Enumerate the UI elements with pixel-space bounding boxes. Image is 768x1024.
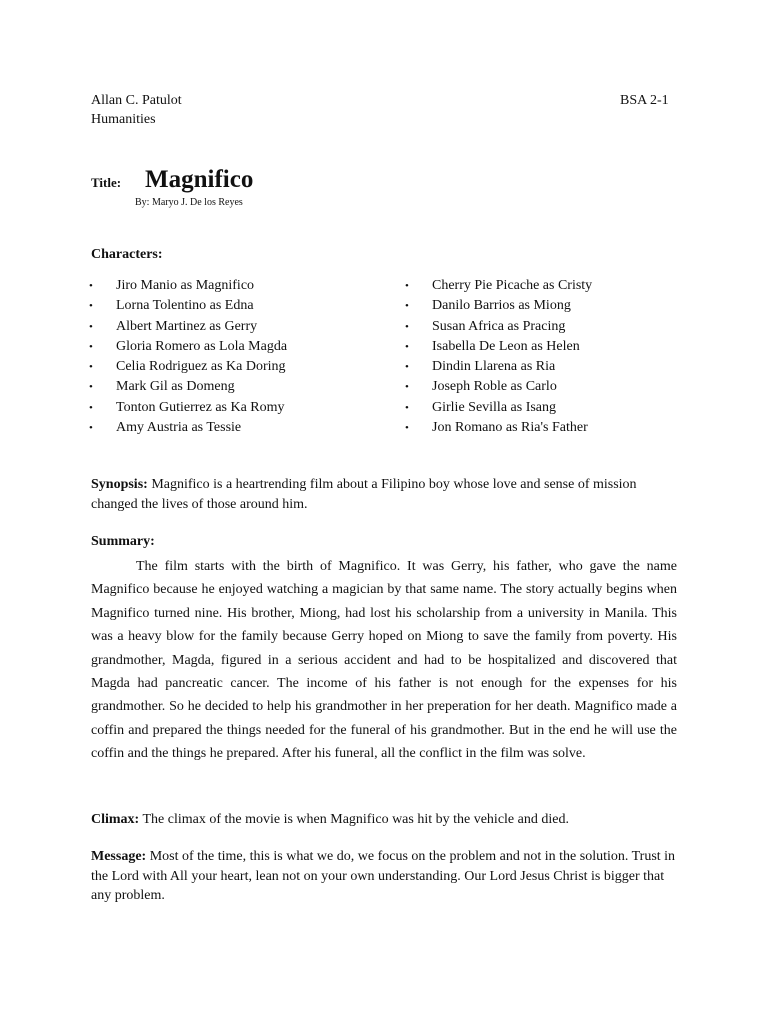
list-item <box>405 337 592 357</box>
summary-heading: Summary: <box>91 534 155 549</box>
climax-paragraph <box>91 810 677 830</box>
message-paragraph <box>91 847 677 906</box>
cast-entry: Joseph Roble as Carlo <box>432 379 557 395</box>
list-item <box>405 276 592 296</box>
course-name: Humanities <box>91 112 156 127</box>
message-label: Message: <box>91 849 147 864</box>
climax-label: Climax: <box>91 812 140 827</box>
characters-heading: Characters: <box>91 247 163 262</box>
bullet-icon: • <box>405 280 409 292</box>
cast-entry: Dindin Llarena as Ria <box>432 359 556 375</box>
director-byline: By: Maryo J. De los Reyes <box>135 197 243 208</box>
section-code: BSA 2-1 <box>620 93 669 108</box>
cast-list-right <box>405 276 592 438</box>
bullet-icon: • <box>89 381 93 394</box>
movie-title: Magnifico <box>145 166 254 193</box>
synopsis-text: Magnifico is a heartrending film about a Filipino boy whose love and sense of mission changed the lives of those around him. <box>91 477 637 512</box>
list-item <box>89 357 287 377</box>
list-item <box>405 418 592 438</box>
list-item <box>405 377 592 397</box>
cast-entry: Jon Romano as Ria's Father <box>432 420 588 436</box>
cast-entry: Mark Gil as Domeng <box>116 379 235 395</box>
list-item <box>89 276 287 296</box>
list-item <box>405 317 592 337</box>
bullet-icon: • <box>89 340 93 353</box>
cast-entry: Cherry Pie Picache as Cristy <box>432 278 593 293</box>
bullet-icon: • <box>405 401 409 414</box>
list-item <box>405 296 592 316</box>
synopsis-label: Synopsis: <box>91 477 148 492</box>
list-item <box>405 398 592 418</box>
cast-entry: Jiro Manio as Magnifico <box>116 278 255 293</box>
bullet-icon: • <box>405 422 409 435</box>
cast-entry: Girlie Sevilla as Isang <box>432 399 557 415</box>
synopsis-paragraph <box>91 475 677 514</box>
cast-entry: Albert Martinez as Gerry <box>116 318 258 334</box>
bullet-icon: • <box>89 280 93 292</box>
list-item <box>89 317 287 337</box>
title-label: Title: <box>91 175 122 190</box>
cast-entry: Gloria Romero as Lola Magda <box>116 338 288 354</box>
list-item <box>89 337 287 357</box>
list-item <box>89 296 287 316</box>
summary-paragraph: The film starts with the birth of Magnifico. It was Gerry, his father, who gave the name Magnifico because he enjoyed watching a magician by that same name. The story actually begins when Magnifico turned nine. His brother, Miong, had lost his scholarship from a university in Manila. This was a heavy blow for the family because Gerry hoped on Miong to save the family from poverty. His grandmother, Magda, figured in a serious accident and had to be hospitalized and discovered that Magda had pancreatic cancer. The income of his father is not enough for the expenses for his grandmother. So he decided to help his grandmother in her preperation for her death. Magnifico made a coffin and prepared the things needed for the funeral of his grandmother. But in the end he will use the coffin and the things he prepared. After his funeral, all the conflict in the film was solve. <box>91 559 677 762</box>
bullet-icon: • <box>89 361 93 374</box>
bullet-icon: • <box>89 422 93 435</box>
bullet-icon: • <box>405 340 409 353</box>
cast-list-left <box>89 276 287 438</box>
bullet-icon: • <box>405 361 409 374</box>
cast-entry: Danilo Barrios as Miong <box>432 298 571 314</box>
bullet-icon: • <box>89 300 93 313</box>
message-text: Most of the time, this is what we do, we focus on the problem and not in the solution. Trust in the Lord with All your heart, lean not on your own understanding. Our Lord Jesus Christ is bigger that any problem. <box>91 849 676 903</box>
student-name: Allan C. Patulot <box>91 93 182 108</box>
cast-entry: Celia Rodriguez as Ka Doring <box>116 359 286 375</box>
bullet-icon: • <box>89 320 93 333</box>
cast-entry: Lorna Tolentino as Edna <box>116 298 254 314</box>
bullet-icon: • <box>405 381 409 394</box>
list-item <box>89 377 287 397</box>
climax-text: The climax of the movie is when Magnifico was hit by the vehicle and died. <box>139 812 569 827</box>
cast-entry: Amy Austria as Tessie <box>116 420 242 436</box>
bullet-icon: • <box>89 401 93 414</box>
list-item <box>405 357 592 377</box>
bullet-icon: • <box>405 300 409 313</box>
cast-entry: Susan Africa as Pracing <box>432 318 566 334</box>
cast-entry: Isabella De Leon as Helen <box>432 338 580 354</box>
list-item <box>89 418 287 438</box>
list-item <box>89 398 287 418</box>
bullet-icon: • <box>405 320 409 333</box>
cast-entry: Tonton Gutierrez as Ka Romy <box>116 399 285 415</box>
